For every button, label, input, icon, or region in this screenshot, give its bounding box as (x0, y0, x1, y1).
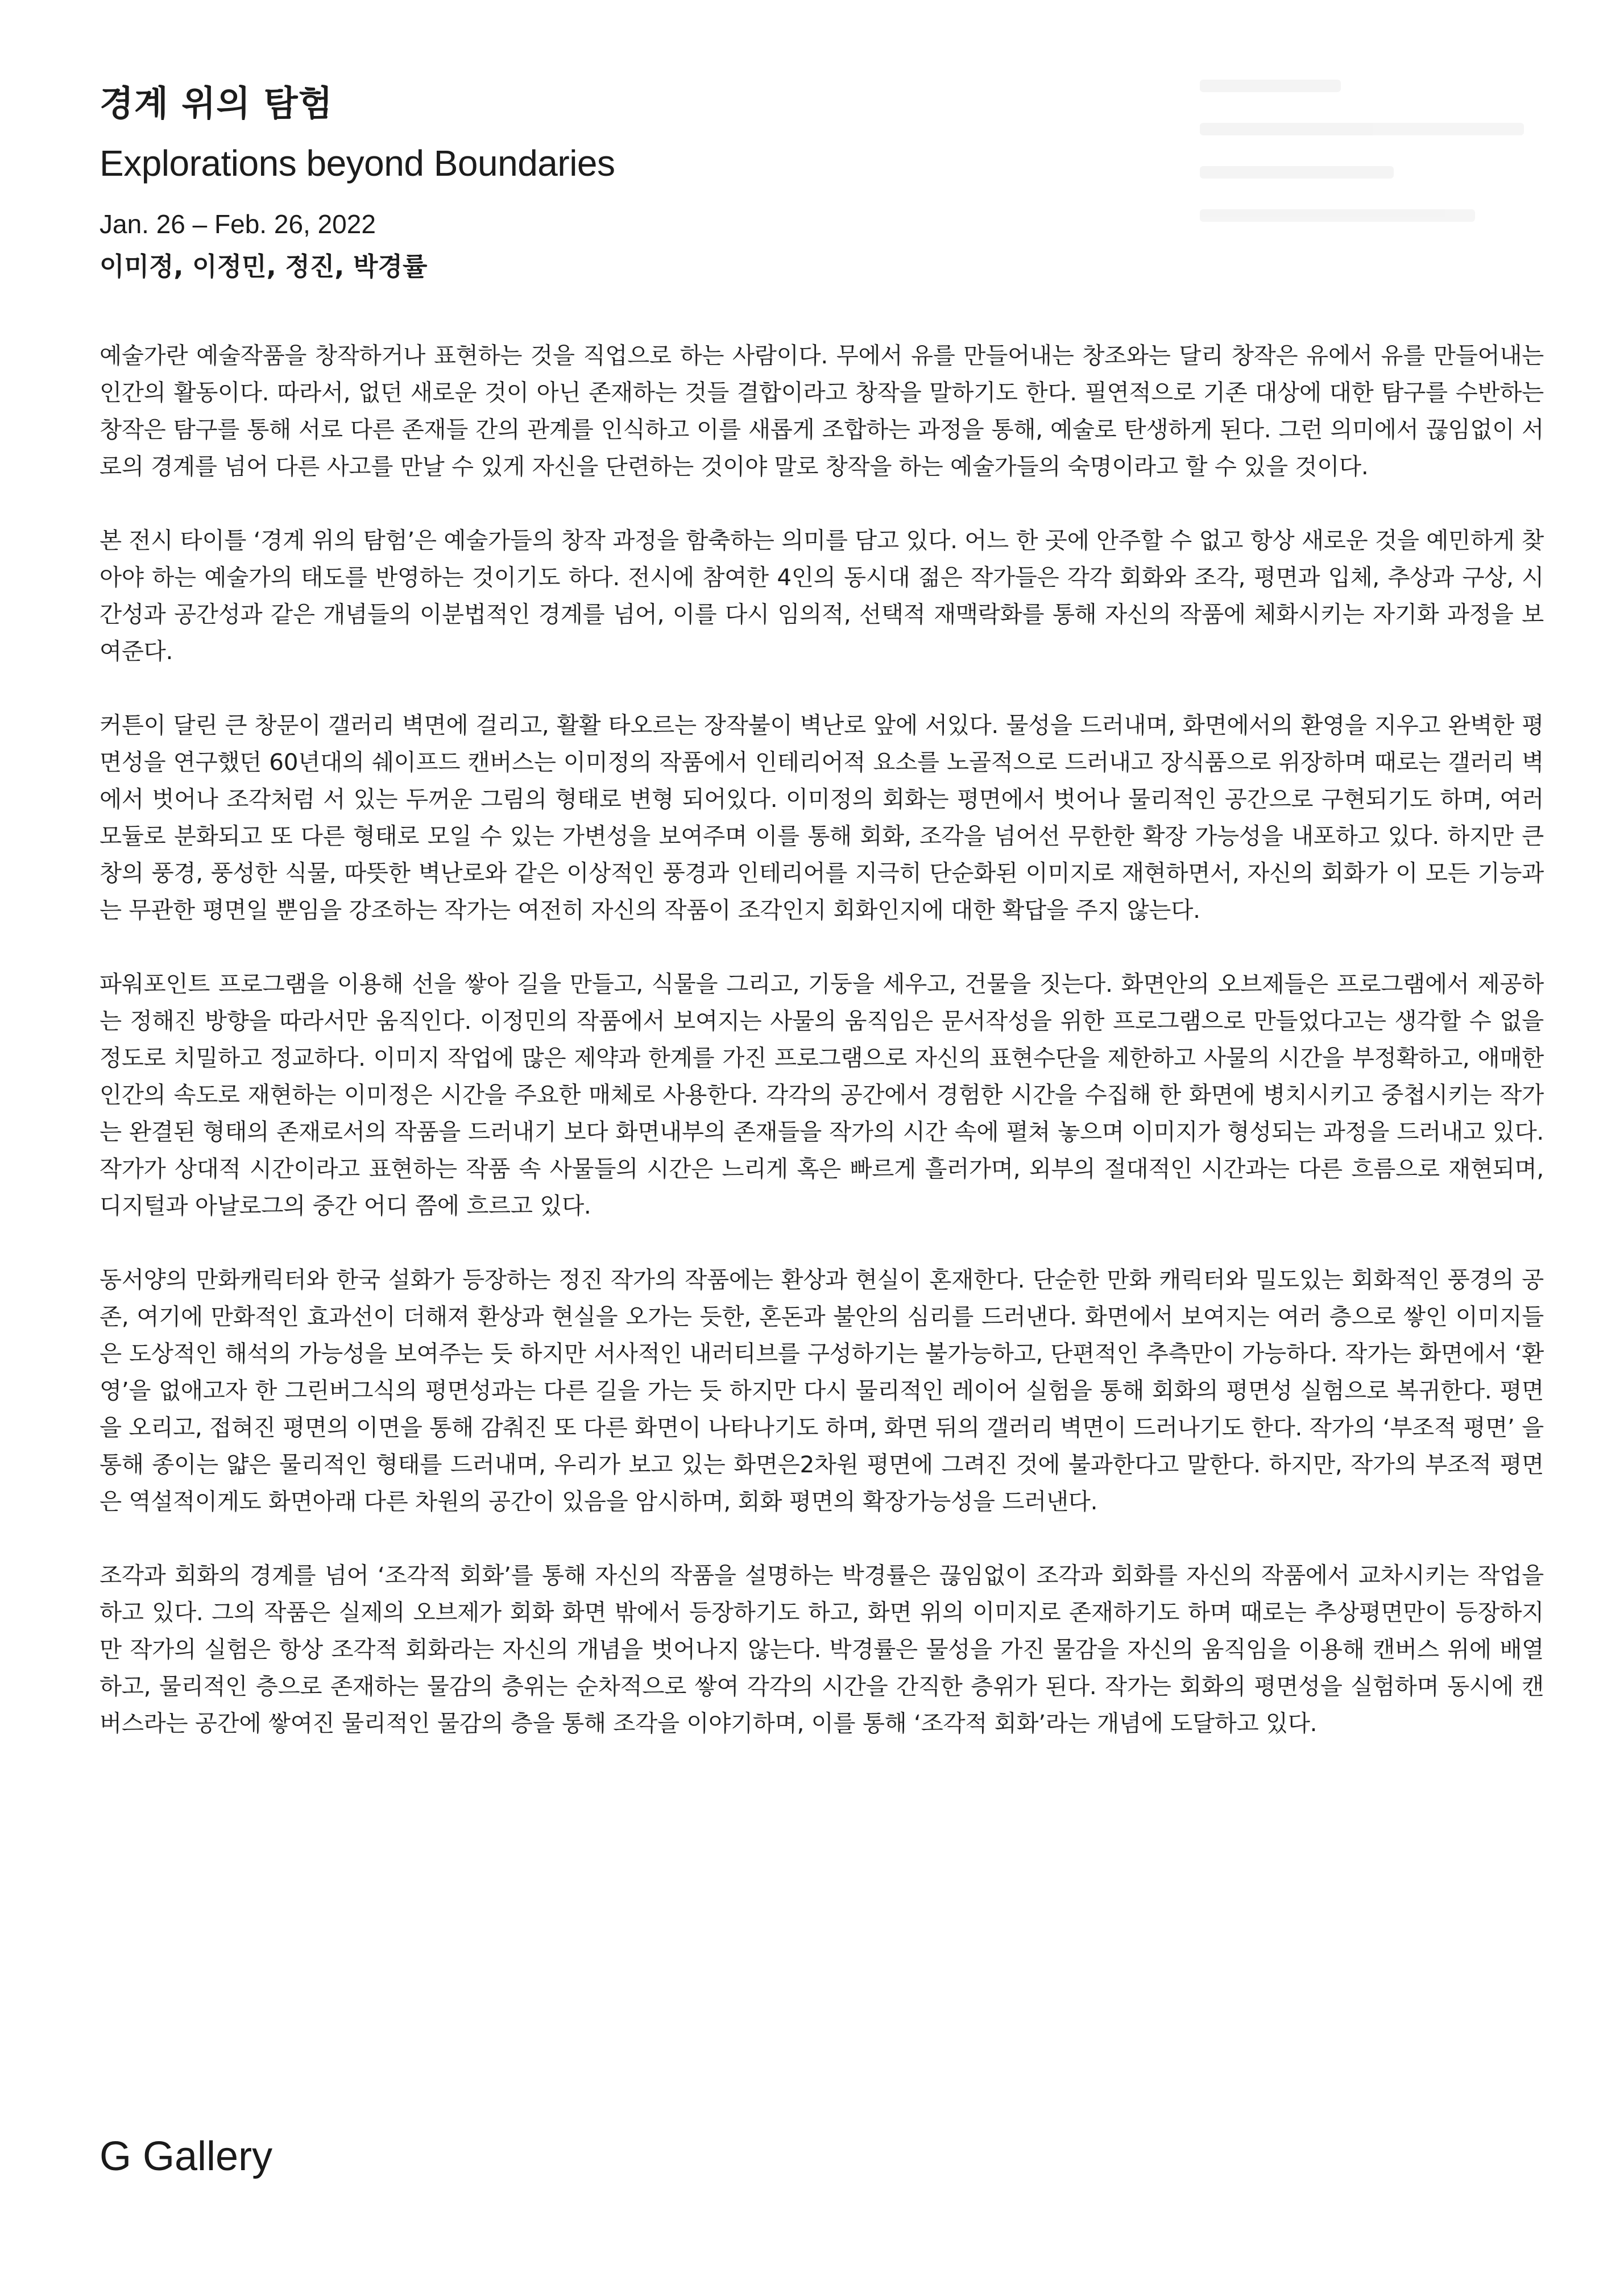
paragraph-artist-lee-jeongmin: 파워포인트 프로그램을 이용해 선을 쌓아 길을 만들고, 식물을 그리고, 기둥을 세우고, 건물을 짓는다. 화면안의 오브제들은 프로그램에서 제공하는 정해진 방향을 따라서만 움직인다. 이정민의 작품에서 보여지는 사물의 움직임은 문서작성을 위한 프로그램으로 만들었다고는 생각할 수 없을 정도로 치밀하고 정교하다. 이미지 작업에 많은 제약과 한계를 가진 프로그램으로 자신의 표현수단을 제한하고 사물의 시간을 부정확하고, 애매한 인간의 속도로 재현하는 이미정은 시간을 주요한 매체로 사용한다. 각각의 공간에서 경험한 시간을 수집해 한 화면에 병치시키고 중첩시키는 작가는 완결된 형태의 존재로서의 작품을 드러내기 보다 화면내부의 존재들을 작가의 시간 속에 펼쳐 놓으며 이미지가 형성되는 과정을 드러내고 있다. 작가가 상대적 시간이라고 표현하는 작품 속 사물들의 시간은 느리게 혹은 빠르게 흘러가며, 외부의 절대적인 시간과는 다른 흐름으로 재현되며, 디지털과 아날로그의 중간 어디 쯤에 흐르고 있다. (100, 970, 1544, 1219)
exhibition-title-korean: 경계 위의 탐험 (100, 82, 333, 124)
gallery-name: G Gallery (100, 2134, 273, 2179)
exhibition-dates: Jan. 26 – Feb. 26, 2022 (100, 209, 376, 239)
paragraph-artist-lee-mijeong: 커튼이 달린 큰 창문이 갤러리 벽면에 걸리고, 활활 타오르는 장작불이 벽난로 앞에 서있다. 물성을 드러내며, 화면에서의 환영을 지우고 완벽한 평면성을 연구했던 60년대의 쉐이프드 캔버스는 이미정의 작품에서 인테리어적 요소를 노골적으로 드러내고 장식품으로 위장하며 때로는 갤러리 벽에서 벗어나 조각처럼 서 있는 두꺼운 그림의 형태로 변형 되어있다. 이미정의 회화는 평면에서 벗어나 물리적인 공간으로 구현되기도 하며, 여러 모듈로 분화되고 또 다른 형태로 모일 수 있는 가변성을 보여주며 이를 통해 회화, 조각을 넘어선 무한한 확장 가능성을 내포하고 있다. 하지만 큰 창의 풍경, 풍성한 식물, 따뜻한 벽난로와 같은 이상적인 풍경과 인테리어를 지극히 단순화된 이미지로 재현하면서, 자신의 회화가 이 모든 기능과는 무관한 평면일 뿐임을 강조하는 작가는 여전히 자신의 작품이 조각인지 회화인지에 대한 확답을 주지 않는다. (100, 711, 1544, 924)
exhibition-title-english: Explorations beyond Boundaries (100, 143, 615, 184)
exhibition-artists: 이미정, 이정민, 정진, 박경률 (100, 251, 428, 282)
exhibition-text (100, 337, 1544, 1779)
exhibition-header (100, 75, 1521, 288)
paragraph-artist-park-kyungryul: 조각과 회화의 경계를 넘어 ‘조각적 회화’를 통해 자신의 작품을 설명하는 박경률은 끊임없이 조각과 회화를 자신의 작품에서 교차시키는 작업을 하고 있다. 그의 작품은 실제의 오브제가 회화 화면 밖에서 등장하기도 하고, 화면 위의 이미지로 존재하기도 하며 때로는 추상평면만이 등장하지만 작가의 실험은 항상 조각적 회화라는 자신의 개념을 벗어나지 않는다. 박경률은 물성을 가진 물감을 자신의 움직임을 이용해 캔버스 위에 배열하고, 물리적인 층으로 존재하는 물감의 층위는 순차적으로 쌓여 각각의 시간을 간직한 층위가 된다. 작가는 회화의 평면성을 실험하며 동시에 캔버스라는 공간에 쌓여진 물리적인 물감의 층을 통해 조각을 이야기하며, 이를 통해 ‘조각적 회화’라는 개념에 도달하고 있다. (100, 1562, 1544, 1737)
paragraph-intro: 예술가란 예술작품을 창작하거나 표현하는 것을 직업으로 하는 사람이다. 무에서 유를 만들어내는 창조와는 달리 창작은 유에서 유를 만들어내는 인간의 활동이다. 따라서, 없던 새로운 것이 아닌 존재하는 것들 결합이라고 창작을 말하기도 한다. 필연적으로 기존 대상에 대한 탐구를 수반하는 창작은 탐구를 통해 서로 다른 존재들 간의 관계를 인식하고 이를 새롭게 조합하는 과정을 통해, 예술로 탄생하게 된다. 그런 의미에서 끊임없이 서로의 경계를 넘어 다른 사고를 만날 수 있게 자신을 단련하는 것이야 말로 창작을 하는 예술가들의 숙명이라고 할 수 있을 것이다. (100, 342, 1544, 480)
paragraph-exhibition-title: 본 전시 타이틀 ‘경계 위의 탐험’은 예술가들의 창작 과정을 함축하는 의미를 담고 있다. 어느 한 곳에 안주할 수 없고 항상 새로운 것을 예민하게 찾아야 하는 예술가의 태도를 반영하는 것이기도 하다. 전시에 참여한 4인의 동시대 젊은 작가들은 각각 회화와 조각, 평면과 입체, 추상과 구상, 시간성과 공간성과 같은 개념들의 이분법적인 경계를 넘어, 이를 다시 임의적, 선택적 재맥락화를 통해 자신의 작품에 체화시키는 자기화 과정을 보여준다. (100, 527, 1544, 665)
paragraph-artist-jeong-jin: 동서양의 만화캐릭터와 한국 설화가 등장하는 정진 작가의 작품에는 환상과 현실이 혼재한다. 단순한 만화 캐릭터와 밀도있는 회화적인 풍경의 공존, 여기에 만화적인 효과선이 더해져 환상과 현실을 오가는 듯한, 혼돈과 불안의 심리를 드러낸다. 화면에서 보여지는 여러 층으로 쌓인 이미지들은 도상적인 해석의 가능성을 보여주는 듯 하지만 서사적인 내러티브를 구성하기는 불가능하고, 단편적인 추측만이 가능하다. 작가는 화면에서 ‘환영’을 없애고자 한 그린버그식의 평면성과는 다른 길을 가는 듯 하지만 다시 물리적인 레이어 실험을 통해 회화의 평면성 실험으로 복귀한다. 평면을 오리고, 접혀진 평면의 이면을 통해 감춰진 또 다른 화면이 나타나기도 하며, 화면 뒤의 갤러리 벽면이 드러나기도 한다. 작가의 ‘부조적 평면’ 을 통해 종이는 얇은 물리적인 형태를 드러내며, 우리가 보고 있는 화면은2차원 평면에 그려진 것에 불과한다고 말한다. 하지만, 작가의 부조적 평면은 역설적이게도 화면아래 다른 차원의 공간이 있음을 암시하며, 회화 평면의 확장가능성을 드러낸다. (100, 1266, 1544, 1515)
